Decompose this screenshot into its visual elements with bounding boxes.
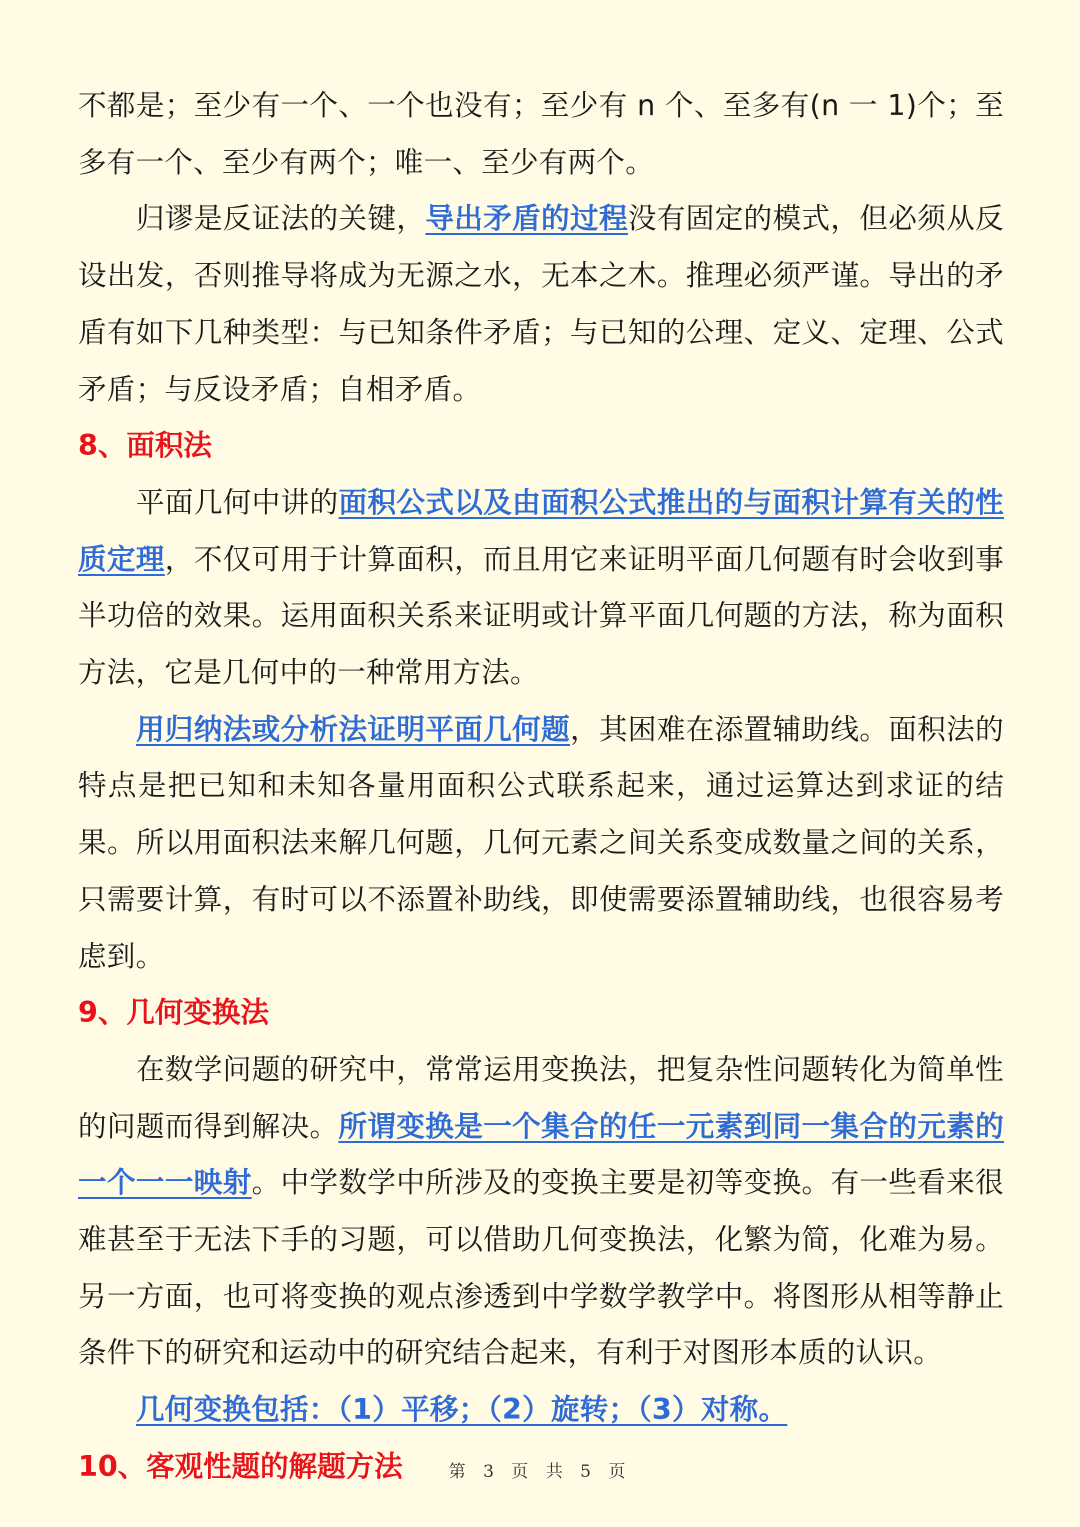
section-heading-10: 10、客观性题的解题方法 [78, 1449, 403, 1483]
paragraph-area-method [78, 475, 1004, 702]
highlight-link: 面积公式以及由面积公式推出的与面积计算有关的性质定理 [78, 485, 1004, 576]
paragraph-reductio [78, 191, 1004, 418]
document-body [78, 78, 1004, 1496]
paragraph-area-method-2 [78, 702, 1004, 986]
section-heading-9: 9、几何变换法 [78, 996, 269, 1030]
paragraph-text: ，其困难在添置辅助线。面积法的特点是把已知和未知各量用面积公式联系起来，通过运算达到求证的结果。所以用面积法来解几何题，几何元素之间关系变成数量之间的关系，只需要计算，有时可以不添置补助线，即使需要添置辅助线，也很容易考虑到。 [78, 712, 1004, 973]
paragraph-text: 。中学数学中所涉及的变换主要是初等变换。有一些看来很难甚至于无法下手的习题，可以借助几何变换法，化繁为简，化难为易。另一方面，也可将变换的观点渗透到中学数学教学中。将图形从相等静止条件下的研究和运动中的研究结合起来，有利于对图形本质的认识。 [78, 1166, 1004, 1370]
highlight-link: 导出矛盾的过程 [425, 202, 628, 236]
paragraph-text: 在数学问题的研究中，常常运用变换法，把复杂性问题转化为简单性的问题而得到解决。 [78, 1052, 1004, 1143]
paragraph-transformation-types [78, 1382, 1004, 1439]
paragraph-text: 没有固定的模式，但必须从反设出发，否则推导将成为无源之水，无本之木。推理必须严谨。导出的矛盾有如下几种类型：与已知条件矛盾；与已知的公理、定义、定理、公式矛盾；与反设矛盾；自相矛盾。 [78, 202, 1004, 406]
paragraph-transformation [78, 1042, 1004, 1382]
paragraph-text: 平面几何中讲的 [136, 485, 339, 519]
highlight-link: 所谓变换是一个集合的任一元素到同一集合的元素的一个一一映射 [78, 1109, 1005, 1200]
paragraph-negation-pairs [78, 78, 1004, 191]
section-heading-8: 8、面积法 [78, 429, 212, 463]
paragraph-text: 归谬是反证法的关键， [136, 202, 426, 236]
paragraph-text: ，不仅可用于计算面积，而且用它来证明平面几何题有时会收到事半功倍的效果。运用面积关系来证明或计算平面几何题的方法，称为面积方法，它是几何中的一种常用方法。 [78, 542, 1004, 690]
paragraph-text: 不都是；至少有一个、一个也没有；至少有 n 个、至多有(n 一 1)个；至多有一个、至少有两个；唯一、至少有两个。 [78, 89, 1004, 179]
highlight-link: 几何变换包括：（1）平移；（2）旋转；（3）对称。 [136, 1393, 788, 1427]
page-footer: 第 3 页 共 5 页 [448, 1462, 632, 1482]
highlight-link: 用归纳法或分析法证明平面几何题 [136, 712, 571, 746]
